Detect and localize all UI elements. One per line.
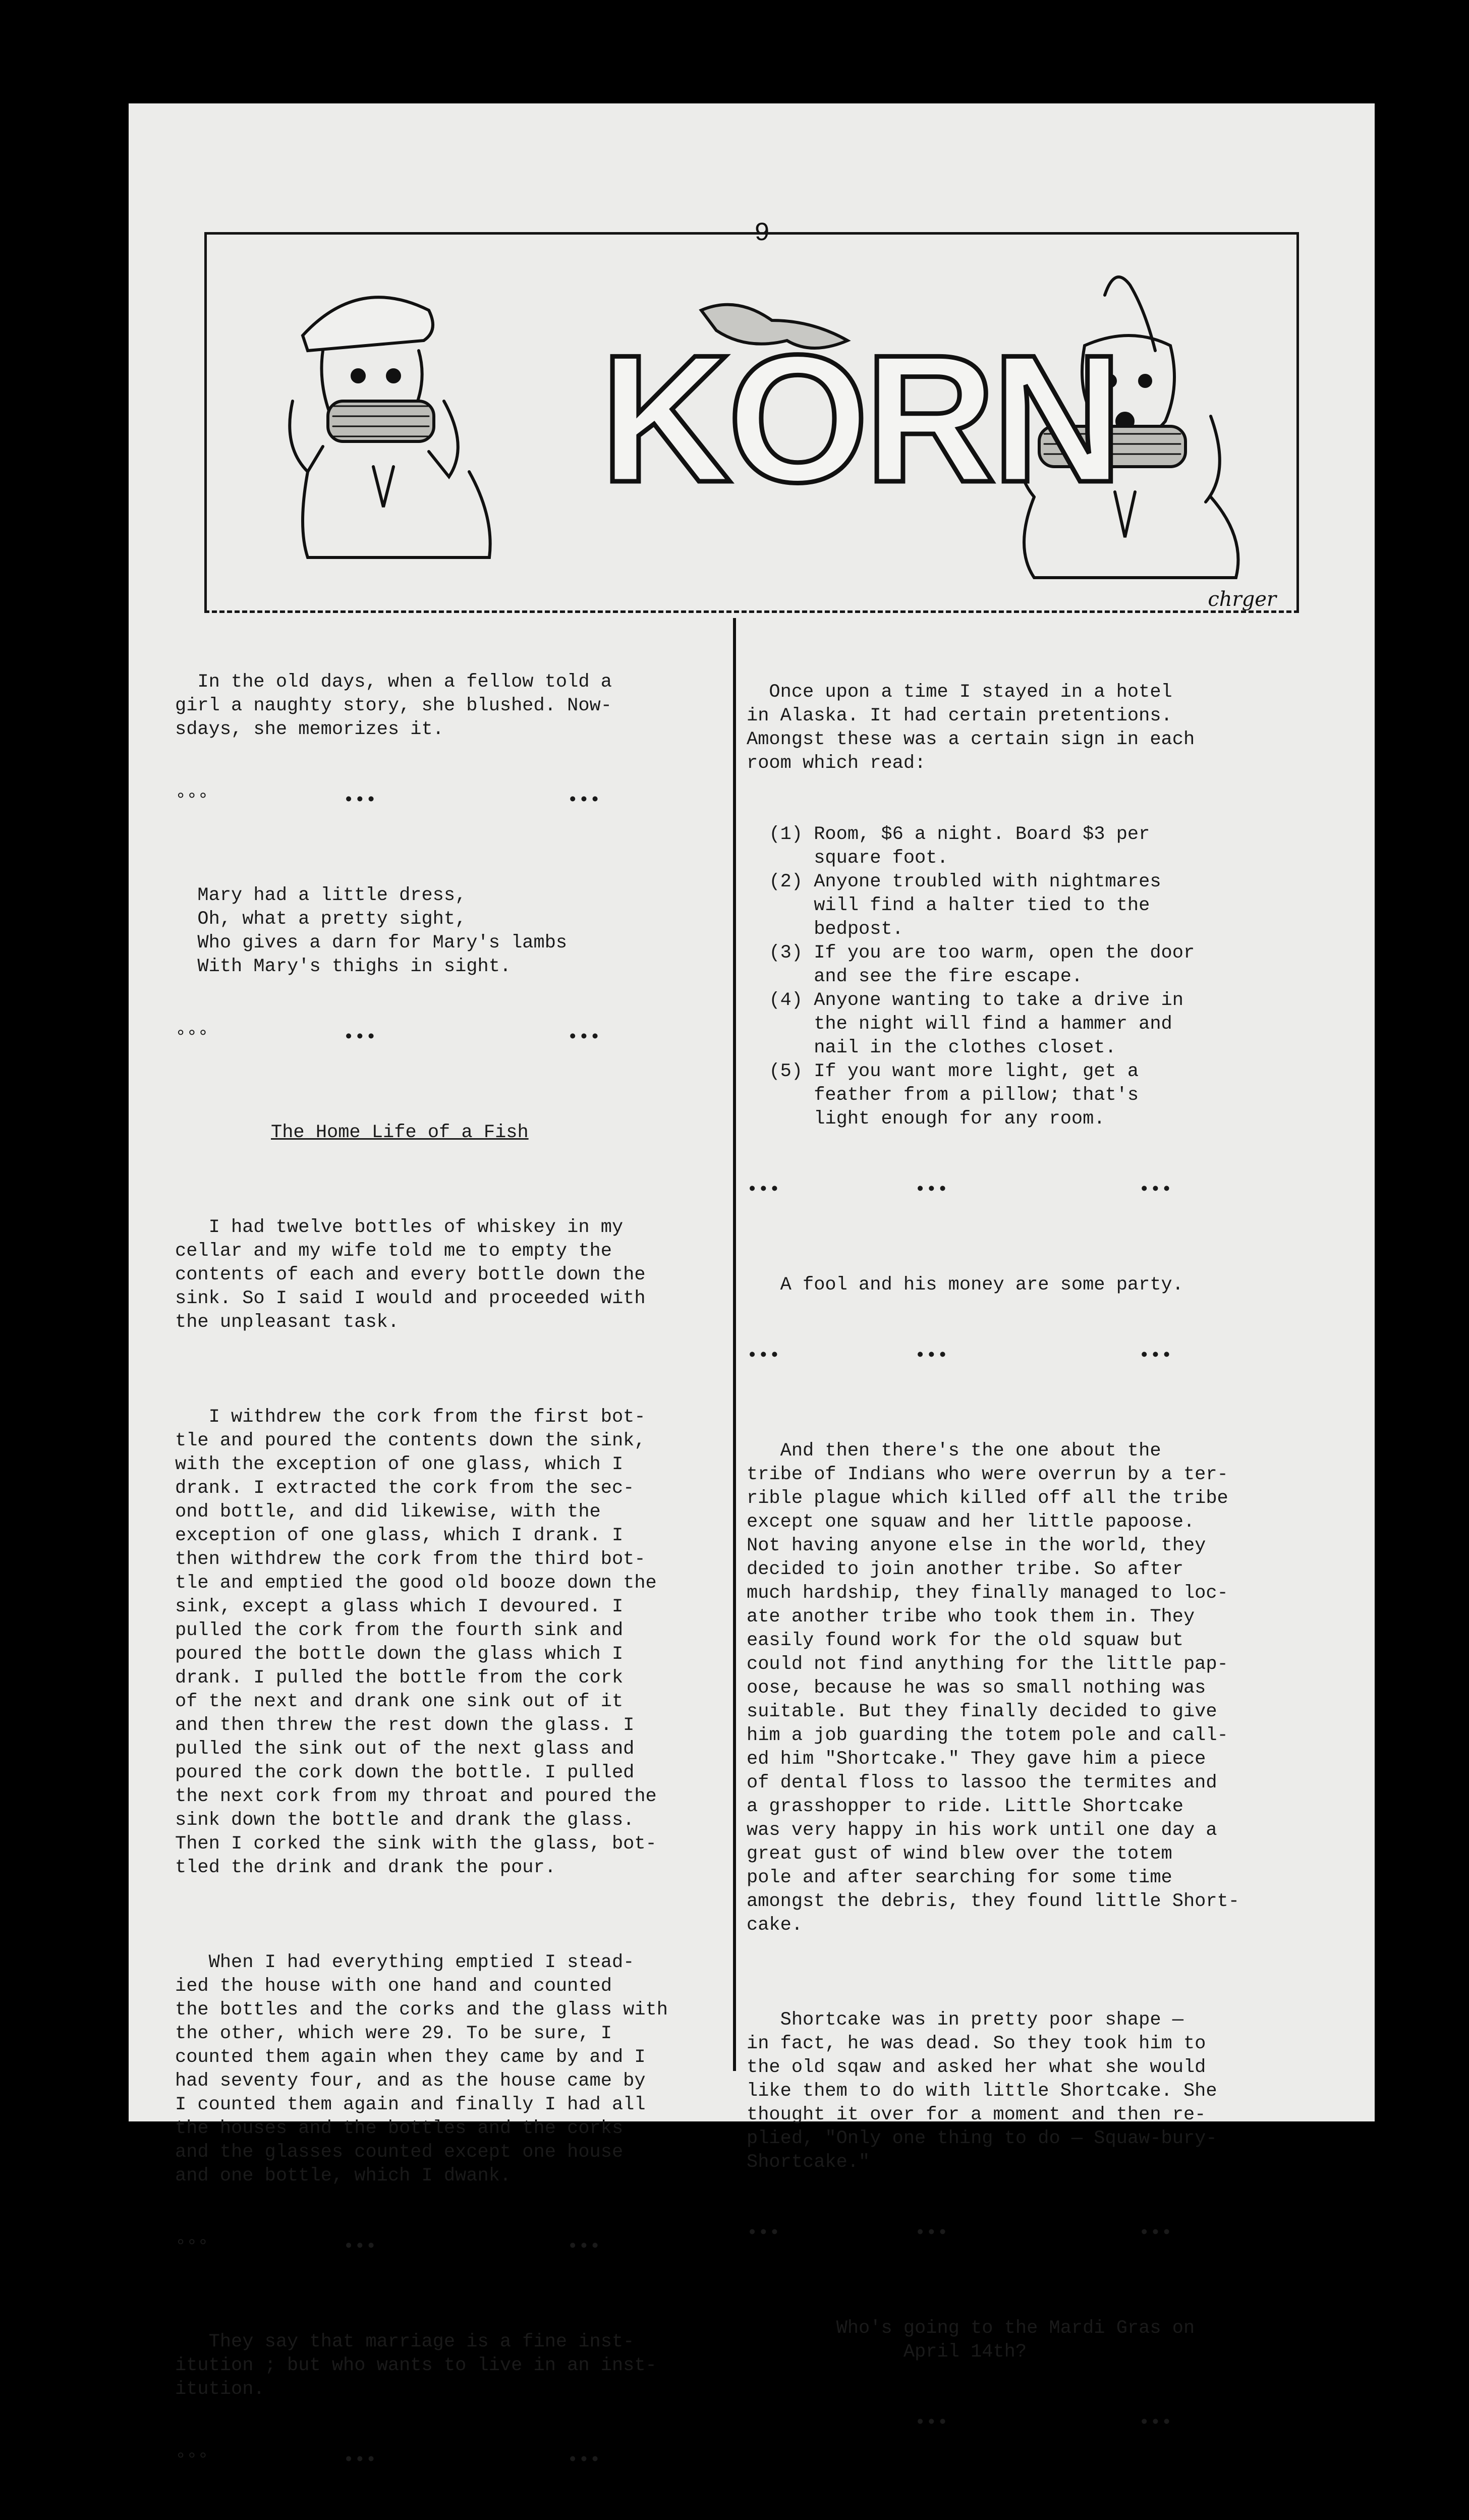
- separator: ••• ••• •••: [747, 2223, 1172, 2244]
- poem-mary: Mary had a little dress, Oh, what a pretty sight, Who gives a darn for Mary's lambs With Mary's thighs in sight.: [197, 885, 568, 977]
- story-indian-tribe: And then there's the one about the tribe of Indians who were overrun by a ter- rible plague which killed off all the tribe except one squaw and her little papoose. Not having anyone else in the world, they decided to join another tribe. So after much hardship, they finally managed to loc- ate another tribe who took them in. They easily found work for the old squaw but could not find anything for the little pap- oose, because he was so small nothing was suitable. But they finally decided to give him a job guarding the totem pole and call- ed him "Shortcake." They gave him a piece of dental floss to lassoo the termites and a grasshopper to ride. Little Shortcake was very happy in his work until one day a great gust of wind blew over the totem pole and after searching for some time amongst the debris, they found little Short- cake.: [747, 1440, 1239, 1936]
- artist-signature: chrger: [1208, 588, 1276, 611]
- separator: °°° ••• •••: [175, 790, 601, 811]
- separator: °°° ••• •••: [175, 1027, 601, 1048]
- masthead: [204, 232, 1299, 613]
- separator: °°° ••• •••: [175, 2450, 601, 2471]
- column-divider: [733, 618, 736, 2071]
- newsletter-page: [129, 103, 1375, 2471]
- korn-logo: KORN: [600, 317, 1119, 520]
- hotel-rules-list: (1) Room, $6 a night. Board $3 per square foot. (2) Anyone troubled with nightmares will find a halter tied to the bedpost. (3) If you are too warm, open the door and see the fire escape. (4) Anyone wanting to take a drive in the night will find a hammer and nail in the clothes closet. (5) If you want more light, get a feather from a pillow; that's light enough for any room.: [769, 824, 1195, 1130]
- separator: ••• •••: [747, 2413, 1172, 2434]
- joke-marriage: They say that marriage is a fine inst- itution ; but who wants to live in an inst- itution.: [175, 2331, 657, 2400]
- separator: ••• ••• •••: [747, 1180, 1172, 1201]
- left-column: [175, 623, 725, 2520]
- right-column: [747, 633, 1352, 2483]
- joke-naughty-story: In the old days, when a fellow told a girl a naughty story, she blushed. Now- sdays, she memorizes it.: [175, 671, 612, 740]
- article-title-fish: The Home Life of a Fish: [271, 1122, 529, 1143]
- page-number: 9: [754, 218, 770, 248]
- hotel-intro: Once upon a time I stayed in a hotel in Alaska. It had certain pretentions. Amongst these was a certain sign in each room which read:: [747, 682, 1195, 774]
- fish-paragraph-3: When I had everything emptied I stead- ied the house with one hand and counted the bottles and the corks and the glass with the other, which were 29. To be sure, I counted them again when they came by and I had seventy four, and as the house came by I counted them again and finally I had all the houses and the bottles and the corks and the glasses counted except one house and one bottle, which I dwank.: [175, 1952, 668, 2187]
- joke-fool: A fool and his money are some party.: [747, 1274, 1183, 1296]
- story-shortcake: Shortcake was in pretty poor shape — in fact, he was dead. So they took him to the old sqaw and asked her what she would like them to do with little Shortcake. She thought it over for a moment and then re- plied, "Only one thing to do — Squaw-bury- Shortcake.": [747, 2009, 1217, 2173]
- separator: °°° ••• •••: [175, 2236, 601, 2258]
- officer-caricature-left: [290, 297, 490, 557]
- fish-paragraph-1: I had twelve bottles of whiskey in my cellar and my wife told me to empty the contents of each and every bottle down the sink. So I said I would and proceeded with the unpleasant task.: [175, 1217, 646, 1333]
- mardi-gras-question: Who's going to the Mardi Gras on April 14th?: [836, 2318, 1195, 2363]
- fish-paragraph-2: I withdrew the cork from the first bot- tle and poured the contents down the sink, with the exception of one glass, which I drank. I extracted the cork from the sec- ond bottle, and did likewise, with the exception of one glass, which I drank. I then withdrew the cork from the third bot- tle and emptied the good old booze down the sink, except a glass which I devoured. I pulled the cork from the fourth sink and poured the bottle down the glass which I drank. I pulled the bottle from the cork of the next and drank one sink out of it and then threw the rest down the glass. I pulled the sink out of the next glass and poured the cork down the bottle. I pulled the next cork from my throat and poured the sink down the bottle and drank the glass. Then I corked the sink with the glass, bot- tled the drink and drank the pour.: [175, 1407, 657, 1878]
- separator: ••• ••• •••: [747, 1346, 1172, 1367]
